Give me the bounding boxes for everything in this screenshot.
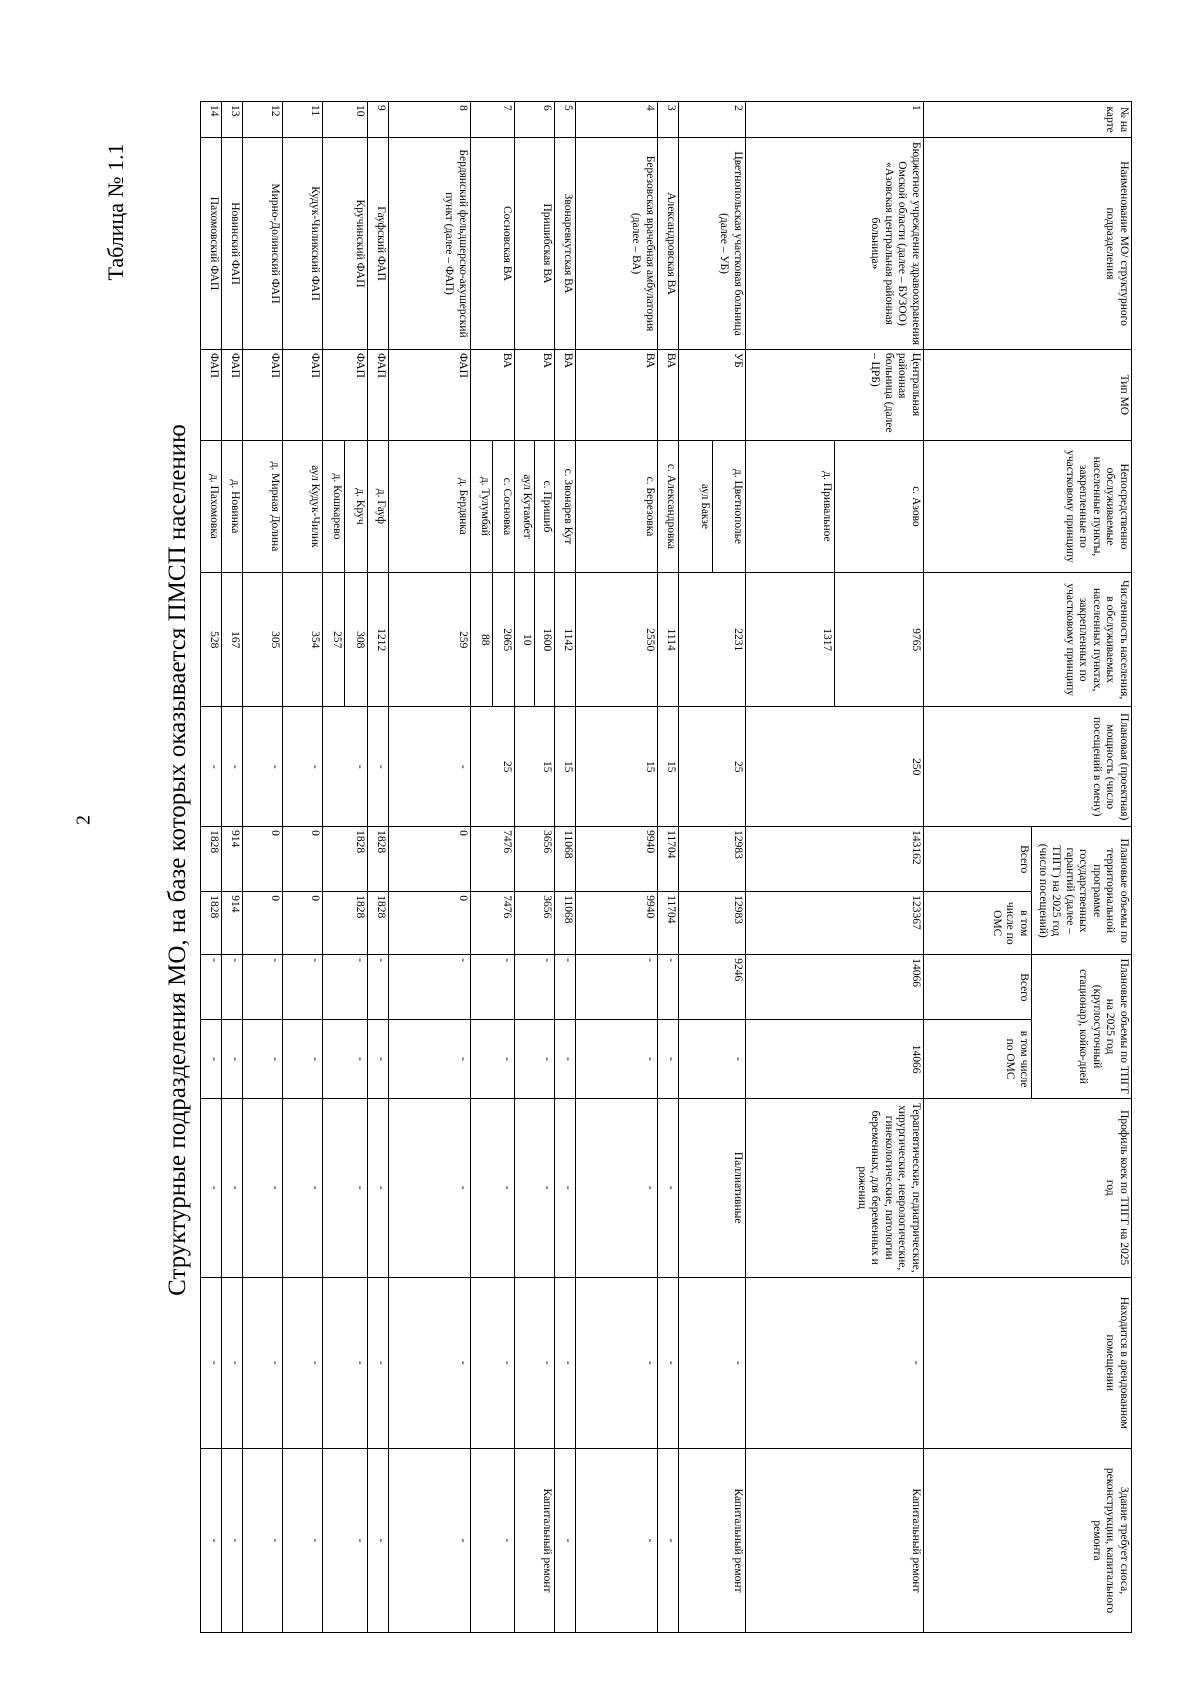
header-demolition: Здание требует сноса, реконструкции, капитального ремонта [924, 1449, 1132, 1633]
cell-population: 88 [470, 573, 492, 707]
cell-profile: - [658, 1098, 679, 1277]
header-beddays: Плановые объемы по ТПГГ на 2025 год (круглосуточный стационар), койко-дней [1032, 955, 1132, 1099]
document-title: Структурные подразделения МО, на базе которых оказывается ПМСП населению [164, 424, 191, 1296]
cell-type: ФАП [367, 349, 388, 440]
table-row [388, 102, 470, 1633]
cell-beds-oms: - [470, 1020, 515, 1099]
cell-demolition: - [243, 1449, 283, 1633]
cell-population: 354 [283, 573, 323, 707]
cell-rented: - [679, 1277, 746, 1448]
cell-demolition: - [388, 1449, 470, 1633]
header-type: Тип МО [924, 349, 1132, 440]
cell-num: 11 [283, 102, 323, 138]
cell-rented: - [222, 1277, 243, 1448]
cell-beds-oms: 14066 [745, 1020, 923, 1099]
cell-beds-total: - [470, 955, 515, 1020]
cell-beds-oms: - [388, 1020, 470, 1099]
cell-visits-oms: 0 [283, 892, 323, 955]
cell-profile: - [243, 1098, 283, 1277]
cell-capacity: 15 [576, 707, 658, 827]
cell-rented: - [554, 1277, 575, 1448]
cell-capacity: - [367, 707, 388, 827]
cell-profile: - [367, 1098, 388, 1277]
header-capacity: Плановая (проектная) мощность (число посещений в смену) [924, 707, 1132, 827]
cell-demolition: - [576, 1449, 658, 1633]
cell-type: ВА [515, 349, 555, 440]
table-row [712, 102, 745, 1633]
cell-beds-oms: - [201, 1020, 222, 1099]
cell-visits-oms: 3656 [515, 892, 555, 955]
cell-beds-oms: - [323, 1020, 368, 1099]
cell-visits-oms: 123367 [745, 892, 923, 955]
cell-beds-oms: - [658, 1020, 679, 1099]
cell-capacity: 25 [470, 707, 515, 827]
cell-visits-oms: 0 [388, 892, 470, 955]
table-row [492, 102, 514, 1633]
cell-num: 12 [243, 102, 283, 138]
header-num: № на карте [924, 102, 1132, 138]
cell-beds-oms: - [367, 1020, 388, 1099]
cell-visits-total: 11068 [554, 827, 575, 892]
cell-visits-total: 0 [283, 827, 323, 892]
cell-name: Бердянский фельдшерско-акушерский пункт (далее – ФАП) [388, 138, 470, 350]
cell-rented: - [323, 1277, 368, 1448]
cell-population: 1114 [658, 573, 679, 707]
facilities-table [200, 101, 1132, 1633]
cell-visits-total: 3656 [515, 827, 555, 892]
cell-rented: - [283, 1277, 323, 1448]
table-row [345, 102, 367, 1633]
cell-capacity: 15 [515, 707, 555, 827]
cell-name: Мирно-Долинский ФАП [243, 138, 283, 350]
header-profile: Профиль коек по ТПГГ на 2025 год [924, 1098, 1132, 1277]
cell-num: 7 [470, 102, 515, 138]
cell-point: д. Цветнополье [712, 440, 745, 572]
cell-visits-oms: 11068 [554, 892, 575, 955]
cell-population: 1142 [554, 573, 575, 707]
cell-profile: - [515, 1098, 555, 1277]
cell-visits-oms: 11704 [658, 892, 679, 955]
header-population: Численность населения, в обслуживаемых населенных пунктах, закрепленных по участковому принципу [924, 573, 1132, 707]
table-row [535, 102, 555, 1633]
cell-capacity: - [201, 707, 222, 827]
cell-beds-total: - [323, 955, 368, 1020]
cell-point: д. Гауф [367, 440, 388, 572]
cell-name: Березовская врачебная амбулатория (далее – ВА) [576, 138, 658, 350]
table-row [658, 102, 679, 1633]
cell-visits-total: 12983 [679, 827, 746, 892]
cell-rented: - [367, 1277, 388, 1448]
cell-population: 259 [388, 573, 470, 707]
cell-population: 528 [201, 573, 222, 707]
cell-demolition: - [658, 1449, 679, 1633]
cell-profile: Паллиативные [679, 1098, 746, 1277]
cell-name: Кудук-Чиликский ФАП [283, 138, 323, 350]
cell-num: 5 [554, 102, 575, 138]
cell-point: с. Сосновка [492, 440, 514, 572]
cell-visits-oms: 7476 [470, 892, 515, 955]
cell-type: ВА [554, 349, 575, 440]
cell-demolition: - [470, 1449, 515, 1633]
cell-population: 308 [345, 573, 367, 707]
cell-point: д. Привальное [745, 440, 834, 572]
cell-capacity: 250 [745, 707, 923, 827]
cell-name: Звонаревкутская ВА [554, 138, 575, 350]
cell-demolition: Капитальный ремонт [745, 1449, 923, 1633]
cell-visits-total: 0 [388, 827, 470, 892]
cell-point: д. Кошкарево [323, 440, 345, 572]
cell-demolition: - [554, 1449, 575, 1633]
cell-population: 2231 [679, 573, 746, 707]
header-points: Непосредственно обслуживаемые населенные пункты, закрепленные по участковому принципу [924, 440, 1132, 572]
cell-name: Сосновская ВА [470, 138, 515, 350]
cell-demolition: - [222, 1449, 243, 1633]
cell-capacity: 25 [679, 707, 746, 827]
table-row [222, 102, 243, 1633]
cell-point: д. Бердянка [388, 440, 470, 572]
cell-point: с. Звонарев Кут [554, 440, 575, 572]
cell-num: 2 [679, 102, 746, 138]
cell-visits-total: 1828 [323, 827, 368, 892]
cell-visits-oms: 1828 [201, 892, 222, 955]
cell-point: д. Новинка [222, 440, 243, 572]
cell-rented: - [515, 1277, 555, 1448]
cell-population: 257 [323, 573, 345, 707]
cell-population: 1317 [745, 573, 834, 707]
cell-capacity: 15 [554, 707, 575, 827]
cell-population: 1600 [535, 573, 555, 707]
cell-type: ФАП [201, 349, 222, 440]
cell-demolition: - [367, 1449, 388, 1633]
cell-beds-oms: - [283, 1020, 323, 1099]
cell-rented: - [470, 1277, 515, 1448]
cell-demolition: - [283, 1449, 323, 1633]
cell-beds-total: - [222, 955, 243, 1020]
cell-beds-total: - [201, 955, 222, 1020]
header-visits: Плановые объемы по территориальной программе государственных гарантий (далее – ТПГГ) на 2025 год (число посещений) [1032, 827, 1132, 955]
cell-visits-oms: 914 [222, 892, 243, 955]
cell-rented: - [201, 1277, 222, 1448]
table-label: Таблица № 1.1 [103, 143, 128, 281]
cell-type: ВА [658, 349, 679, 440]
cell-beds-oms: - [222, 1020, 243, 1099]
cell-visits-total: 143162 [745, 827, 923, 892]
cell-beds-total: 9246 [679, 955, 746, 1020]
header-beds-total: Всего [924, 955, 1032, 1020]
cell-visits-total: 1828 [367, 827, 388, 892]
cell-population: 9765 [834, 573, 923, 707]
cell-num: 8 [388, 102, 470, 138]
cell-name: Кручинский ФАП [323, 138, 368, 350]
cell-visits-total: 1828 [201, 827, 222, 892]
cell-demolition: - [323, 1449, 368, 1633]
cell-demolition: Капитальный ремонт [515, 1449, 555, 1633]
cell-visits-total: 0 [243, 827, 283, 892]
cell-type: ФАП [323, 349, 368, 440]
cell-profile: - [388, 1098, 470, 1277]
cell-profile: - [283, 1098, 323, 1277]
cell-rented: - [658, 1277, 679, 1448]
cell-beds-oms: - [554, 1020, 575, 1099]
table-row [283, 102, 323, 1633]
cell-rented: - [745, 1277, 923, 1448]
cell-type: ФАП [388, 349, 470, 440]
cell-beds-oms: - [243, 1020, 283, 1099]
page-number: 2 [72, 815, 95, 825]
cell-num: 14 [201, 102, 222, 138]
cell-profile: - [576, 1098, 658, 1277]
cell-visits-total: 11704 [658, 827, 679, 892]
cell-point: д. Круч [345, 440, 367, 572]
cell-name: Цветнопольская участковая больница (далее – УБ) [679, 138, 746, 350]
header-name: Наименование МО/ структурного подразделения [924, 138, 1132, 350]
cell-visits-total: 7476 [470, 827, 515, 892]
cell-population: 2550 [576, 573, 658, 707]
cell-rented: - [576, 1277, 658, 1448]
cell-beds-oms: - [679, 1020, 746, 1099]
cell-type: ВА [576, 349, 658, 440]
cell-name: Гауфский ФАП [367, 138, 388, 350]
cell-profile: Терапевтические, педиатрические, хирургические, неврологические, гинекологические, патологии беременных, для беременных и рожениц [745, 1098, 923, 1277]
cell-profile: - [201, 1098, 222, 1277]
cell-demolition: - [201, 1449, 222, 1633]
cell-name: Пахомовский ФАП [201, 138, 222, 350]
cell-num: 4 [576, 102, 658, 138]
cell-num: 1 [745, 102, 923, 138]
cell-point: д. Мирная Долина [243, 440, 283, 572]
rotated-table-container [200, 101, 1132, 1633]
header-rented: Находится в арендованном помещении [924, 1277, 1132, 1448]
cell-type: ФАП [243, 349, 283, 440]
cell-type: ФАП [222, 349, 243, 440]
cell-population: 305 [243, 573, 283, 707]
cell-num: 6 [515, 102, 555, 138]
cell-beds-total: 14066 [745, 955, 923, 1020]
cell-name: Пришибская ВА [515, 138, 555, 350]
cell-demolition: Капитальный ремонт [679, 1449, 746, 1633]
cell-visits-oms: 12983 [679, 892, 746, 955]
table-row [367, 102, 388, 1633]
cell-capacity: - [283, 707, 323, 827]
cell-name: Новинский ФАП [222, 138, 243, 350]
header-visits-total: Всего [924, 827, 1032, 892]
cell-rented: - [243, 1277, 283, 1448]
cell-profile: - [222, 1098, 243, 1277]
cell-num: 13 [222, 102, 243, 138]
cell-num: 3 [658, 102, 679, 138]
cell-capacity: - [323, 707, 368, 827]
cell-point: аул Кутамбет [515, 440, 535, 572]
cell-capacity: - [222, 707, 243, 827]
cell-name: Бюджетное учреждение здравоохранения Омской области (далее – БУЗОО) «Азовская центральная районная больница» [745, 138, 923, 350]
cell-beds-total: - [243, 955, 283, 1020]
cell-num: 10 [323, 102, 368, 138]
cell-population: 1212 [367, 573, 388, 707]
cell-type: ВА [470, 349, 515, 440]
cell-beds-oms: - [515, 1020, 555, 1099]
cell-point: с. Азово [834, 440, 923, 572]
cell-beds-total: - [515, 955, 555, 1020]
cell-beds-total: - [658, 955, 679, 1020]
cell-type: УБ [679, 349, 746, 440]
cell-population: 167 [222, 573, 243, 707]
table-row [576, 102, 658, 1633]
cell-point: аул Кудук-Чилик [283, 440, 323, 572]
cell-visits-total: 914 [222, 827, 243, 892]
cell-capacity: - [243, 707, 283, 827]
cell-profile: - [323, 1098, 368, 1277]
cell-population: 2065 [492, 573, 514, 707]
cell-beds-total: - [367, 955, 388, 1020]
cell-population: 10 [515, 573, 535, 707]
cell-beds-total: - [283, 955, 323, 1020]
cell-rented: - [388, 1277, 470, 1448]
cell-type: ФАП [283, 349, 323, 440]
cell-visits-total: 9940 [576, 827, 658, 892]
cell-point: д. Пахомовка [201, 440, 222, 572]
cell-point: с. Пришиб [535, 440, 555, 572]
table-row [201, 102, 222, 1633]
table-row [243, 102, 283, 1633]
header-beds-oms: в том числе по ОМС [924, 1020, 1032, 1099]
cell-num: 9 [367, 102, 388, 138]
cell-beds-total: - [554, 955, 575, 1020]
cell-capacity: - [388, 707, 470, 827]
cell-capacity: 15 [658, 707, 679, 827]
cell-visits-oms: 1828 [323, 892, 368, 955]
cell-point: аул Бакзе [679, 440, 712, 572]
header-visits-oms: в том числе по ОМС [924, 892, 1032, 955]
cell-beds-oms: - [576, 1020, 658, 1099]
cell-profile: - [554, 1098, 575, 1277]
table-row [834, 102, 923, 1633]
cell-profile: - [470, 1098, 515, 1277]
cell-point: д. Тулумбай [470, 440, 492, 572]
cell-type: Центральная районная больница (далее – ЦРБ) [745, 349, 923, 440]
cell-visits-oms: 9940 [576, 892, 658, 955]
cell-name: Александровская ВА [658, 138, 679, 350]
cell-point: с. Александровка [658, 440, 679, 572]
table-row [554, 102, 575, 1633]
cell-visits-oms: 0 [243, 892, 283, 955]
cell-point: с. Березовка [576, 440, 658, 572]
cell-visits-oms: 1828 [367, 892, 388, 955]
cell-beds-total: - [576, 955, 658, 1020]
cell-beds-total: - [388, 955, 470, 1020]
